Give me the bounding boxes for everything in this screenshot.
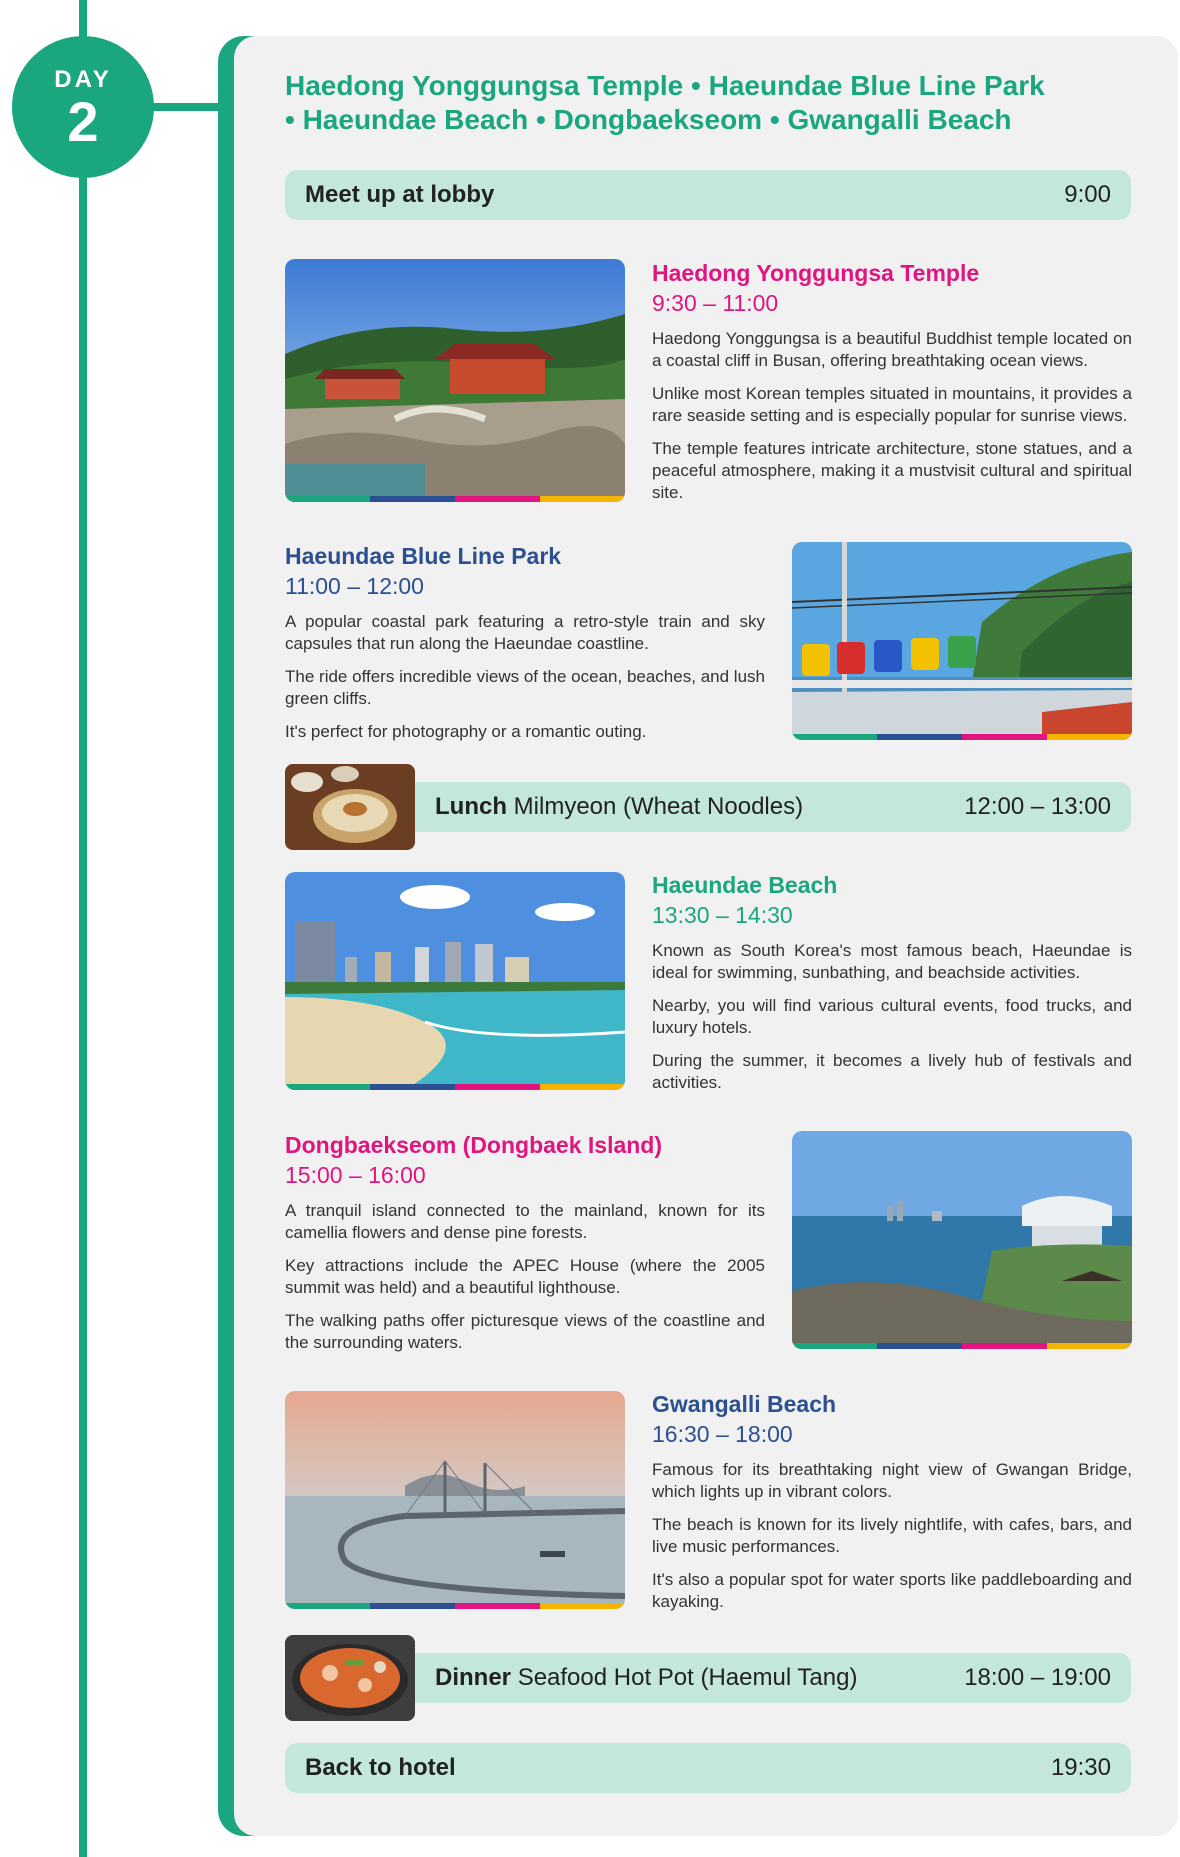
island-illustration xyxy=(792,1131,1132,1349)
dinner-menu: Seafood Hot Pot (Haemul Tang) xyxy=(517,1664,858,1691)
spot-temple xyxy=(652,258,1132,515)
spot-paragraph: Key attractions include the APEC House (where the 2005 summit was held) and a beautiful lighthouse. xyxy=(285,1256,765,1297)
spot-time: 9:30 – 11:00 xyxy=(652,290,779,316)
lunch-label: Lunch xyxy=(435,793,507,820)
spot-paragraph: Unlike most Korean temples situated in mountains, it provides a rare seaside setting and is especially popular for sunrise views. xyxy=(652,384,1132,425)
spot-paragraph: Known as South Korea's most famous beach, Haeundae is ideal for swimming, sunbathing, and beachside activities. xyxy=(652,941,1132,982)
day-badge xyxy=(12,36,154,178)
spot-paragraph: A popular coastal park featuring a retro-style train and sky capsules that run along the Haeundae coastline. xyxy=(285,612,765,653)
dongbaekseom-photo xyxy=(792,1131,1132,1349)
spot-paragraph: During the summer, it becomes a lively hub of festivals and activities. xyxy=(652,1051,1132,1092)
spot-haeundae xyxy=(652,870,1132,1105)
spot-name: Haeundae Blue Line Park xyxy=(285,543,562,569)
dinner-label: Dinner xyxy=(435,1664,512,1691)
spot-name: Haeundae Beach xyxy=(652,872,838,898)
day-title-line-1: Haedong Yonggungsa Temple • Haeundae Blue Line Park xyxy=(285,70,1045,101)
day-number: 2 xyxy=(67,90,99,153)
back-label: Back to hotel xyxy=(305,1754,456,1781)
back-to-hotel-bar xyxy=(285,1743,1131,1793)
spot-time: 13:30 – 14:30 xyxy=(652,902,793,928)
skycapsule-illustration xyxy=(792,542,1132,740)
spot-paragraph: A tranquil island connected to the mainland, known for its camellia flowers and dense pine forests. xyxy=(285,1201,765,1242)
haeundae-photo xyxy=(285,872,625,1090)
spot-paragraph: Haedong Yonggungsa is a beautiful Buddhist temple located on a coastal cliff in Busan, offering breathtaking ocean views. xyxy=(652,329,1132,370)
color-strip xyxy=(285,1603,625,1609)
spot-paragraph: The beach is known for its lively nightlife, with cafes, bars, and live music performances. xyxy=(652,1515,1132,1556)
day-title-line-2: • Haeundae Beach • Dongbaekseom • Gwangalli Beach xyxy=(285,104,1012,135)
dinner-time: 18:00 – 19:00 xyxy=(964,1664,1111,1691)
dinner-bar xyxy=(405,1653,1131,1703)
meetup-label: Meet up at lobby xyxy=(305,181,495,208)
temple-illustration xyxy=(285,259,625,502)
color-strip xyxy=(792,734,1132,740)
spot-paragraph: The temple features intricate architecture, stone statues, and a peaceful atmosphere, making it a mustvisit cultural and spiritual site. xyxy=(652,439,1132,502)
meetup-time: 9:00 xyxy=(1064,181,1111,208)
temple-photo xyxy=(285,259,625,502)
spot-paragraph: Nearby, you will find various cultural events, food trucks, and luxury hotels. xyxy=(652,996,1132,1037)
lunch-photo xyxy=(285,764,415,850)
spot-name: Haedong Yonggungsa Temple xyxy=(652,260,980,286)
spot-paragraph: It's perfect for photography or a romantic outing. xyxy=(285,722,647,741)
bridge-illustration xyxy=(285,1391,625,1609)
spot-paragraph: It's also a popular spot for water sports like paddleboarding and kayaking. xyxy=(652,1570,1132,1611)
spot-blueline xyxy=(285,541,765,754)
gwangalli-photo xyxy=(285,1391,625,1609)
back-time: 19:30 xyxy=(1050,1754,1111,1781)
spot-name: Dongbaekseom (Dongbaek Island) xyxy=(285,1132,663,1158)
day-label: DAY xyxy=(54,66,112,93)
spot-time: 15:00 – 16:00 xyxy=(285,1162,426,1188)
hotpot-illustration xyxy=(285,1635,415,1721)
spot-gwangalli xyxy=(652,1389,1132,1624)
spot-paragraph: The walking paths offer picturesque views of the coastline and the surrounding waters. xyxy=(285,1311,765,1352)
lunch-menu: Milmyeon (Wheat Noodles) xyxy=(513,793,804,820)
color-strip xyxy=(285,496,625,502)
spot-paragraph: Famous for its breathtaking night view of Gwangan Bridge, which lights up in vibrant colors. xyxy=(652,1460,1132,1501)
spot-time: 16:30 – 18:00 xyxy=(652,1421,793,1447)
timeline-line xyxy=(79,0,87,1857)
spot-name: Gwangalli Beach xyxy=(652,1391,837,1417)
lunch-bar xyxy=(405,782,1131,832)
beach-illustration xyxy=(285,872,625,1090)
spot-paragraph: The ride offers incredible views of the ocean, beaches, and lush green cliffs. xyxy=(285,667,765,708)
color-strip xyxy=(285,1084,625,1090)
spot-time: 11:00 – 12:00 xyxy=(285,573,424,599)
dinner-photo xyxy=(285,1635,415,1721)
spot-dongbaekseom xyxy=(285,1130,765,1365)
noodle-illustration xyxy=(285,764,415,850)
lunch-time: 12:00 – 13:00 xyxy=(964,793,1111,820)
blueline-photo xyxy=(792,542,1132,740)
color-strip xyxy=(792,1343,1132,1349)
meetup-bar xyxy=(285,170,1131,220)
